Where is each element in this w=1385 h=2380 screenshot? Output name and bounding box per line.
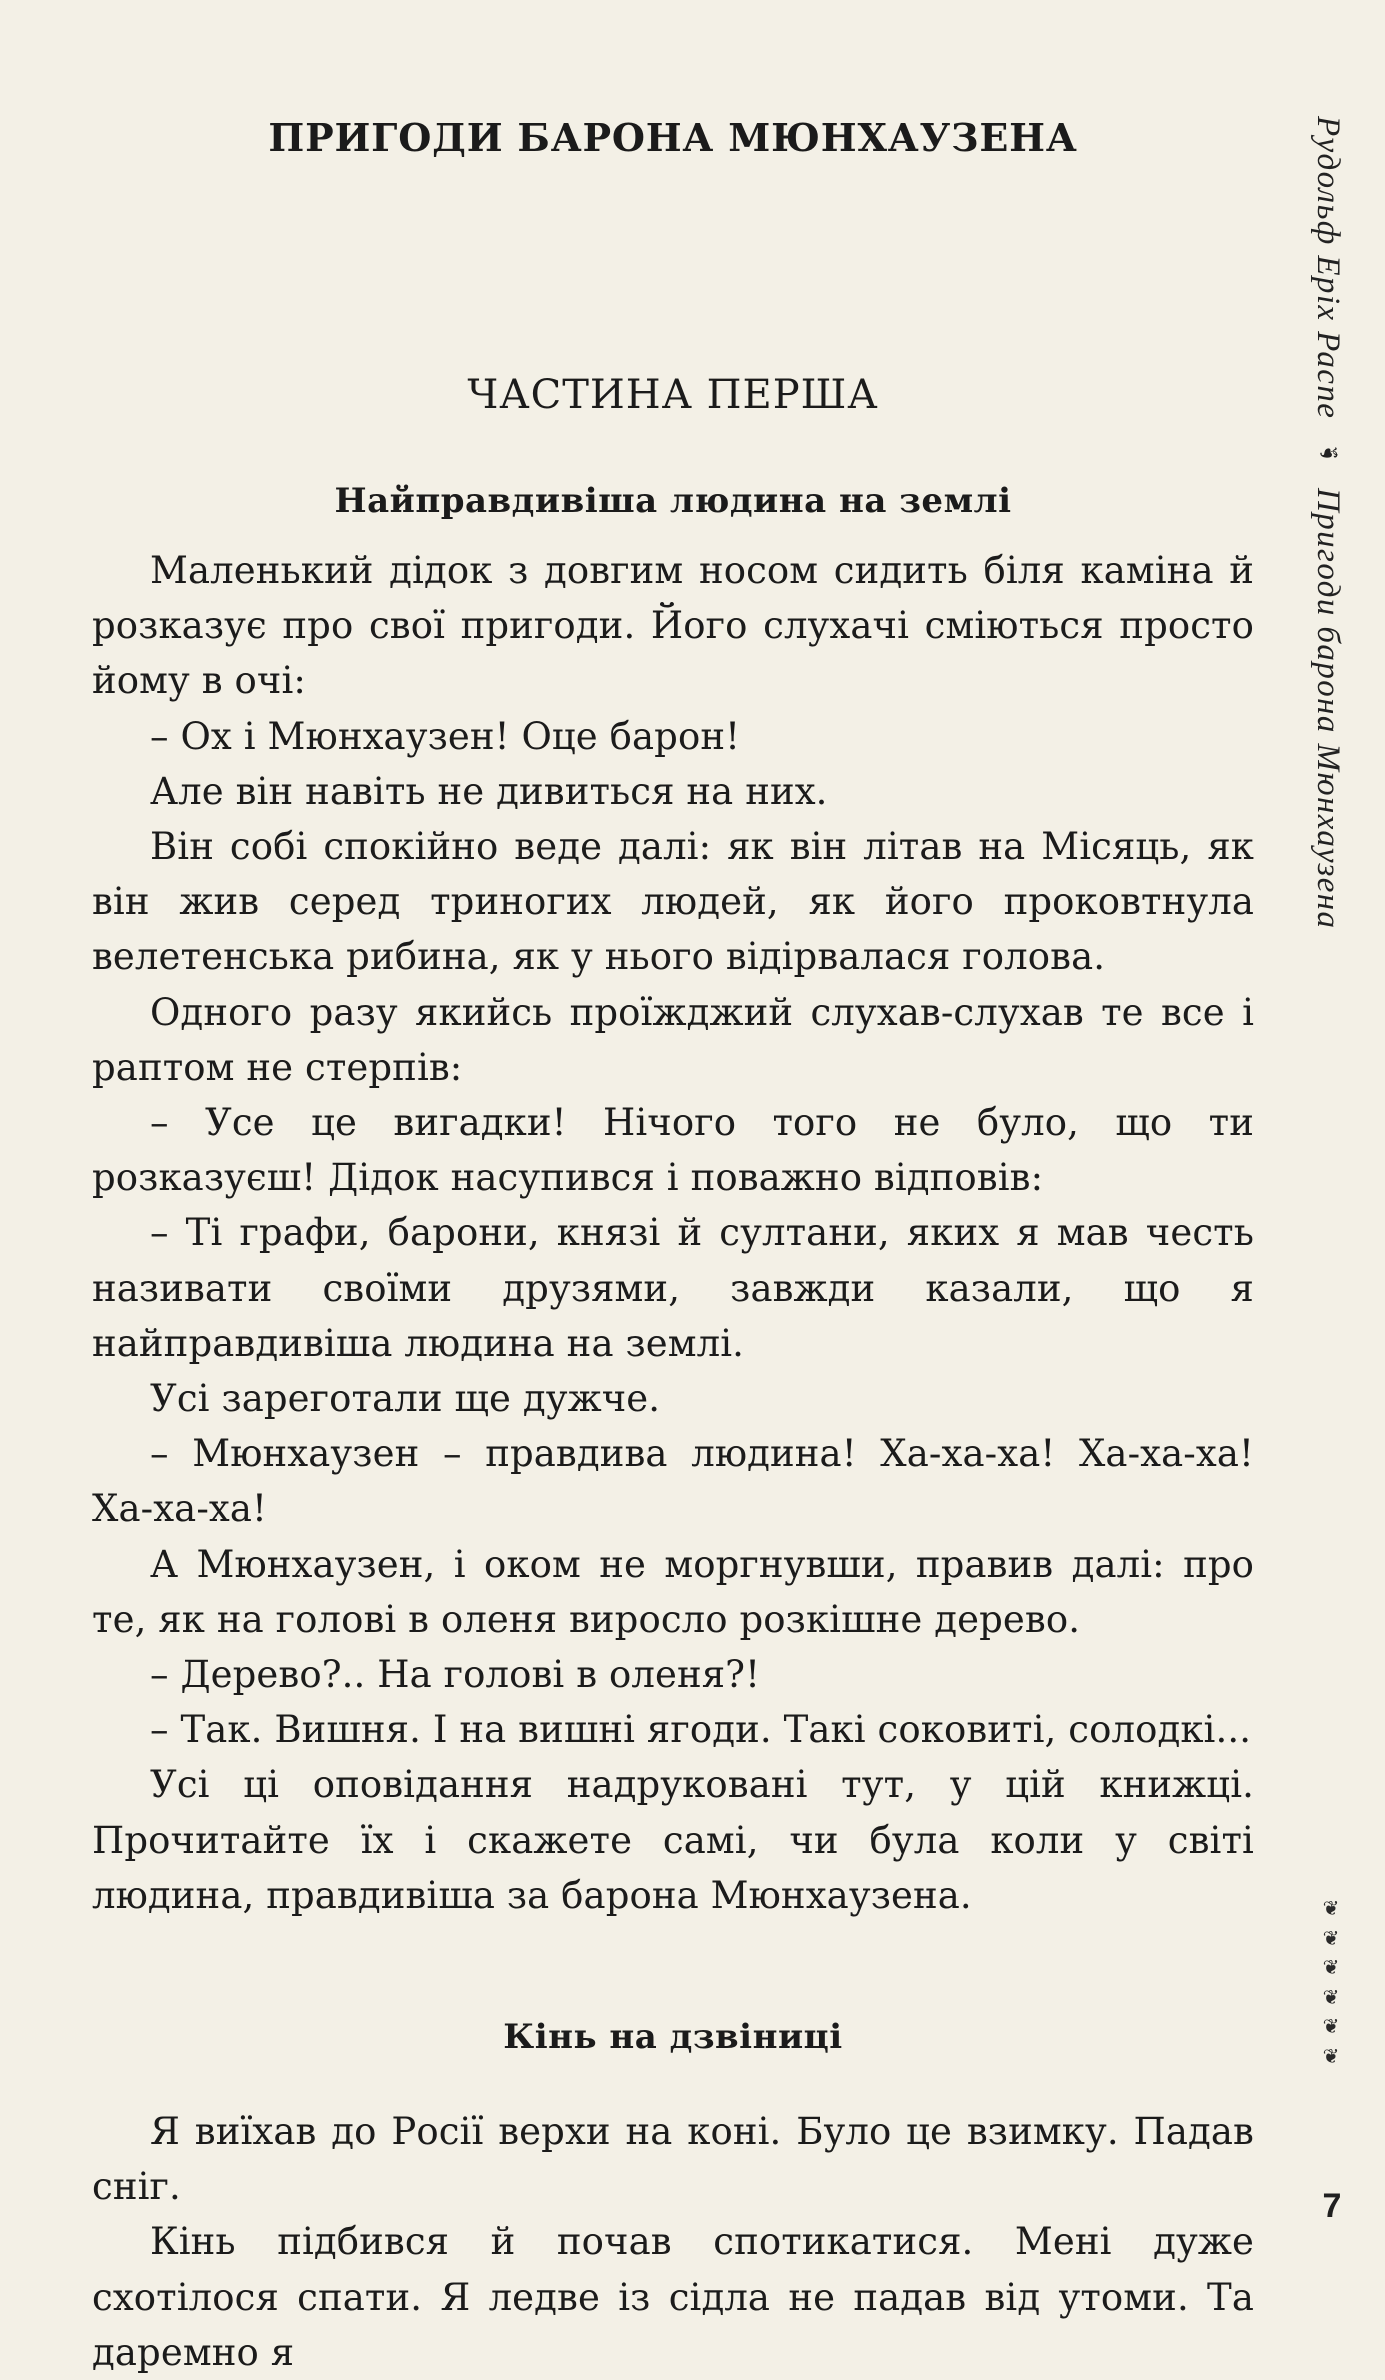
floral-ornament-icon (1312, 1898, 1350, 2066)
paragraph: Одного разу якийсь проїжджий слухав-слухав те все і раптом не стерпів: (92, 990, 1254, 1089)
paragraph: Але він навіть не дивиться на них. (150, 769, 828, 813)
fleuron-icon: ☙ (1315, 438, 1341, 469)
running-title-author: Рудольф Еріх Распе (1310, 116, 1346, 420)
paragraph: – Мюнхаузен – правдива людина! Ха-ха-ха! Ха-ха-ха! Ха-ха-ха! (92, 1432, 1254, 1531)
paragraph: – Так. Вишня. І на вишні ягоди. Такі соковиті, солодкі... (150, 1708, 1252, 1752)
part-title: ЧАСТИНА ПЕРША (467, 372, 879, 418)
ornament-flower-icon: ❦ (1322, 1984, 1340, 2009)
section-body (92, 2104, 1254, 2380)
paragraph: Усі зареготали ще дужче. (150, 1377, 661, 1421)
ornament-flower-icon: ❦ (1322, 1955, 1340, 1980)
paragraph: Усі ці оповідання надруковані тут, у цій книжці. Прочитайте їх і скажете самі, чи була коли у світі людина, правдивіша за барона Мюнхаузена. (92, 1763, 1254, 1917)
ornament-flower-icon: ❦ (1322, 1896, 1340, 1920)
running-title-book: Пригоди барона Мюнхаузена (1310, 488, 1346, 930)
paragraph: – Дерево?.. На голові в оленя?! (150, 1653, 761, 1697)
page-number: 7 (1322, 2187, 1342, 2225)
ornament-flower-icon: ❦ (1322, 2014, 1340, 2039)
paragraph: – Ох і Мюнхаузен! Оце барон! (150, 714, 741, 758)
section-title: Найправдивіша людина на землі (334, 481, 1012, 521)
paragraph: Він собі спокійно веде далі: як він літав на Місяць, як він жив серед триногих людей, як його проковтнула велетенська рибина, як у нього відірвалася голова. (92, 825, 1254, 979)
book-title: ПРИГОДИ БАРОНА МЮНХАУЗЕНА (268, 115, 1078, 160)
paragraph: Маленький дідок з довгим носом сидить біля каміна й розказує про свої пригоди. Його слухачі сміються просто йому в очі: (92, 549, 1254, 703)
ornament-flower-icon: ❦ (1322, 2043, 1340, 2068)
paragraph: Кінь підбився й почав спотикатися. Мені дуже схотілося спати. Я ледве із сідла не падав від утоми. Та даремно я (92, 2220, 1254, 2374)
ornament-flower-icon: ❦ (1322, 1925, 1340, 1950)
paragraph: – Ті графи, барони, князі й султани, яких я мав честь називати своїми друзями, завжди казали, що я найправдивіша людина на землі. (92, 1211, 1254, 1365)
section-body (92, 543, 1254, 1923)
running-title (1300, 116, 1356, 1166)
main-text-column (92, 112, 1254, 2380)
running-title-text (1305, 116, 1351, 929)
paragraph: А Мюнхаузен, і оком не моргнувши, правив далі: про те, як на голові в оленя виросло розкішне дерево. (92, 1542, 1254, 1641)
paragraph: Я виїхав до Росії верхи на коні. Було це взимку. Падав сніг. (92, 2110, 1254, 2209)
paragraph: – Усе це вигадки! Нічого того не було, що ти розказуєш! Дідок насупився і поважно відповів: (92, 1101, 1254, 1200)
section-title: Кінь на дзвіниці (503, 2017, 843, 2058)
